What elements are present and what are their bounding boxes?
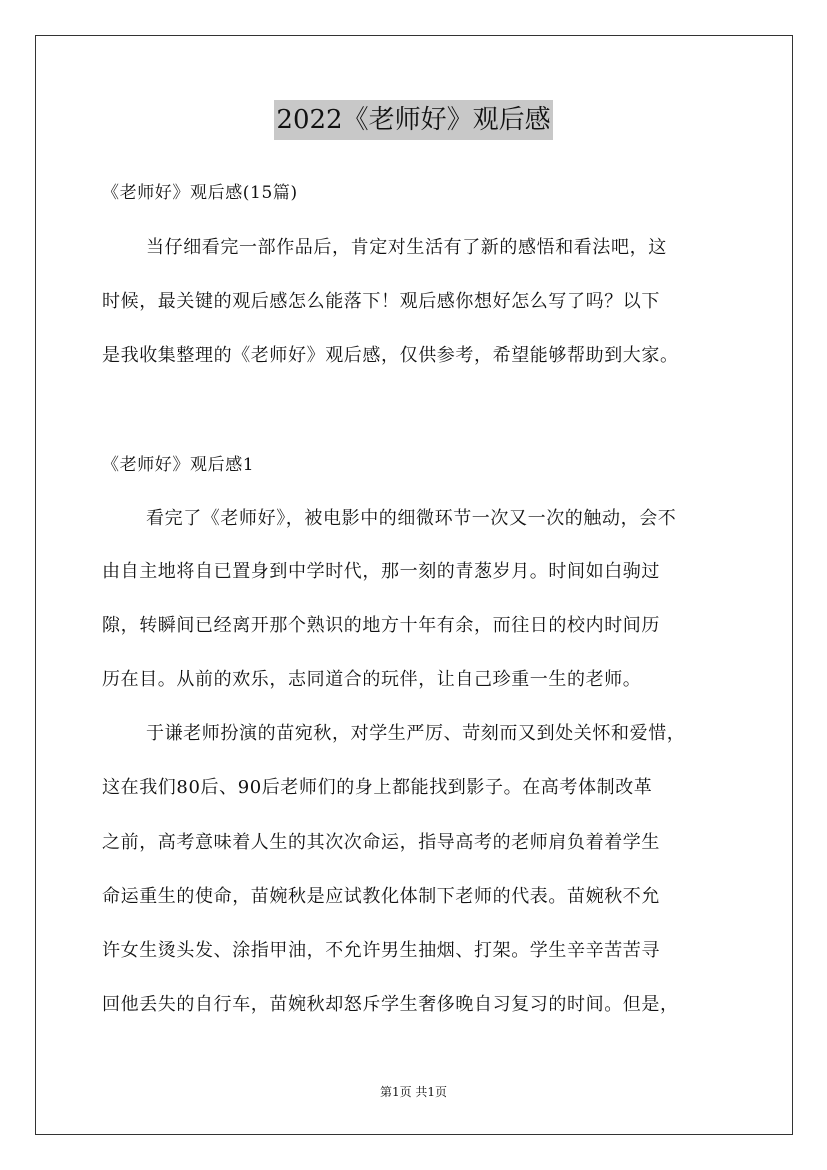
paragraph-line: 之前，高考意味着人生的其次次命运，指导高考的老师肩负着着学生 [102,832,660,853]
paragraph-line: 于谦老师扮演的苗宛秋，对学生严厉、苛刻而又到处关怀和爱惜， [146,723,686,744]
paragraph-line: 这在我们80后、90后老师们的身上都能找到影子。在高考体制改革 [102,777,653,798]
paragraph-line: 命运重生的使命，苗婉秋是应试教化体制下老师的代表。苗婉秋不允 [102,886,660,907]
paragraph-line: 许女生烫头发、涂指甲油，不允许男生抽烟、打架。学生辛辛苦苦寻 [102,940,660,961]
intro-line: 当仔细看完一部作品后，肯定对生活有了新的感悟和看法吧，这 [146,237,667,258]
paragraph-line: 隙，转瞬间已经离开那个熟识的地方十年有余，而往日的校内时间历 [102,615,660,636]
page-footer [0,1084,827,1100]
document-subtitle: 《老师好》观后感(15篇) [102,183,298,203]
section-heading: 《老师好》观后感1 [102,455,255,475]
intro-line: 是我收集整理的《老师好》观后感，仅供参考，希望能够帮助到大家。 [102,345,679,366]
document-title: 2022《老师好》观后感 [274,100,552,140]
paragraph-line: 看完了《老师好》，被电影中的细微环节一次又一次的触动，会不 [146,508,677,529]
title-container [0,100,827,140]
paragraph-line: 由自主地将自已置身到中学时代，那一刻的青葱岁月。时间如白驹过 [102,561,660,582]
page-number: 第1页 共1页 [379,1085,448,1099]
paragraph-line: 历在目。从前的欢乐，志同道合的玩伴，让自己珍重一生的老师。 [102,669,642,690]
intro-line: 时候，最关键的观后感怎么能落下！观后感你想好怎么写了吗？以下 [102,291,660,312]
paragraph-line: 回他丢失的自行车，苗婉秋却怒斥学生奢侈晚自习复习的时间。但是， [102,994,679,1015]
